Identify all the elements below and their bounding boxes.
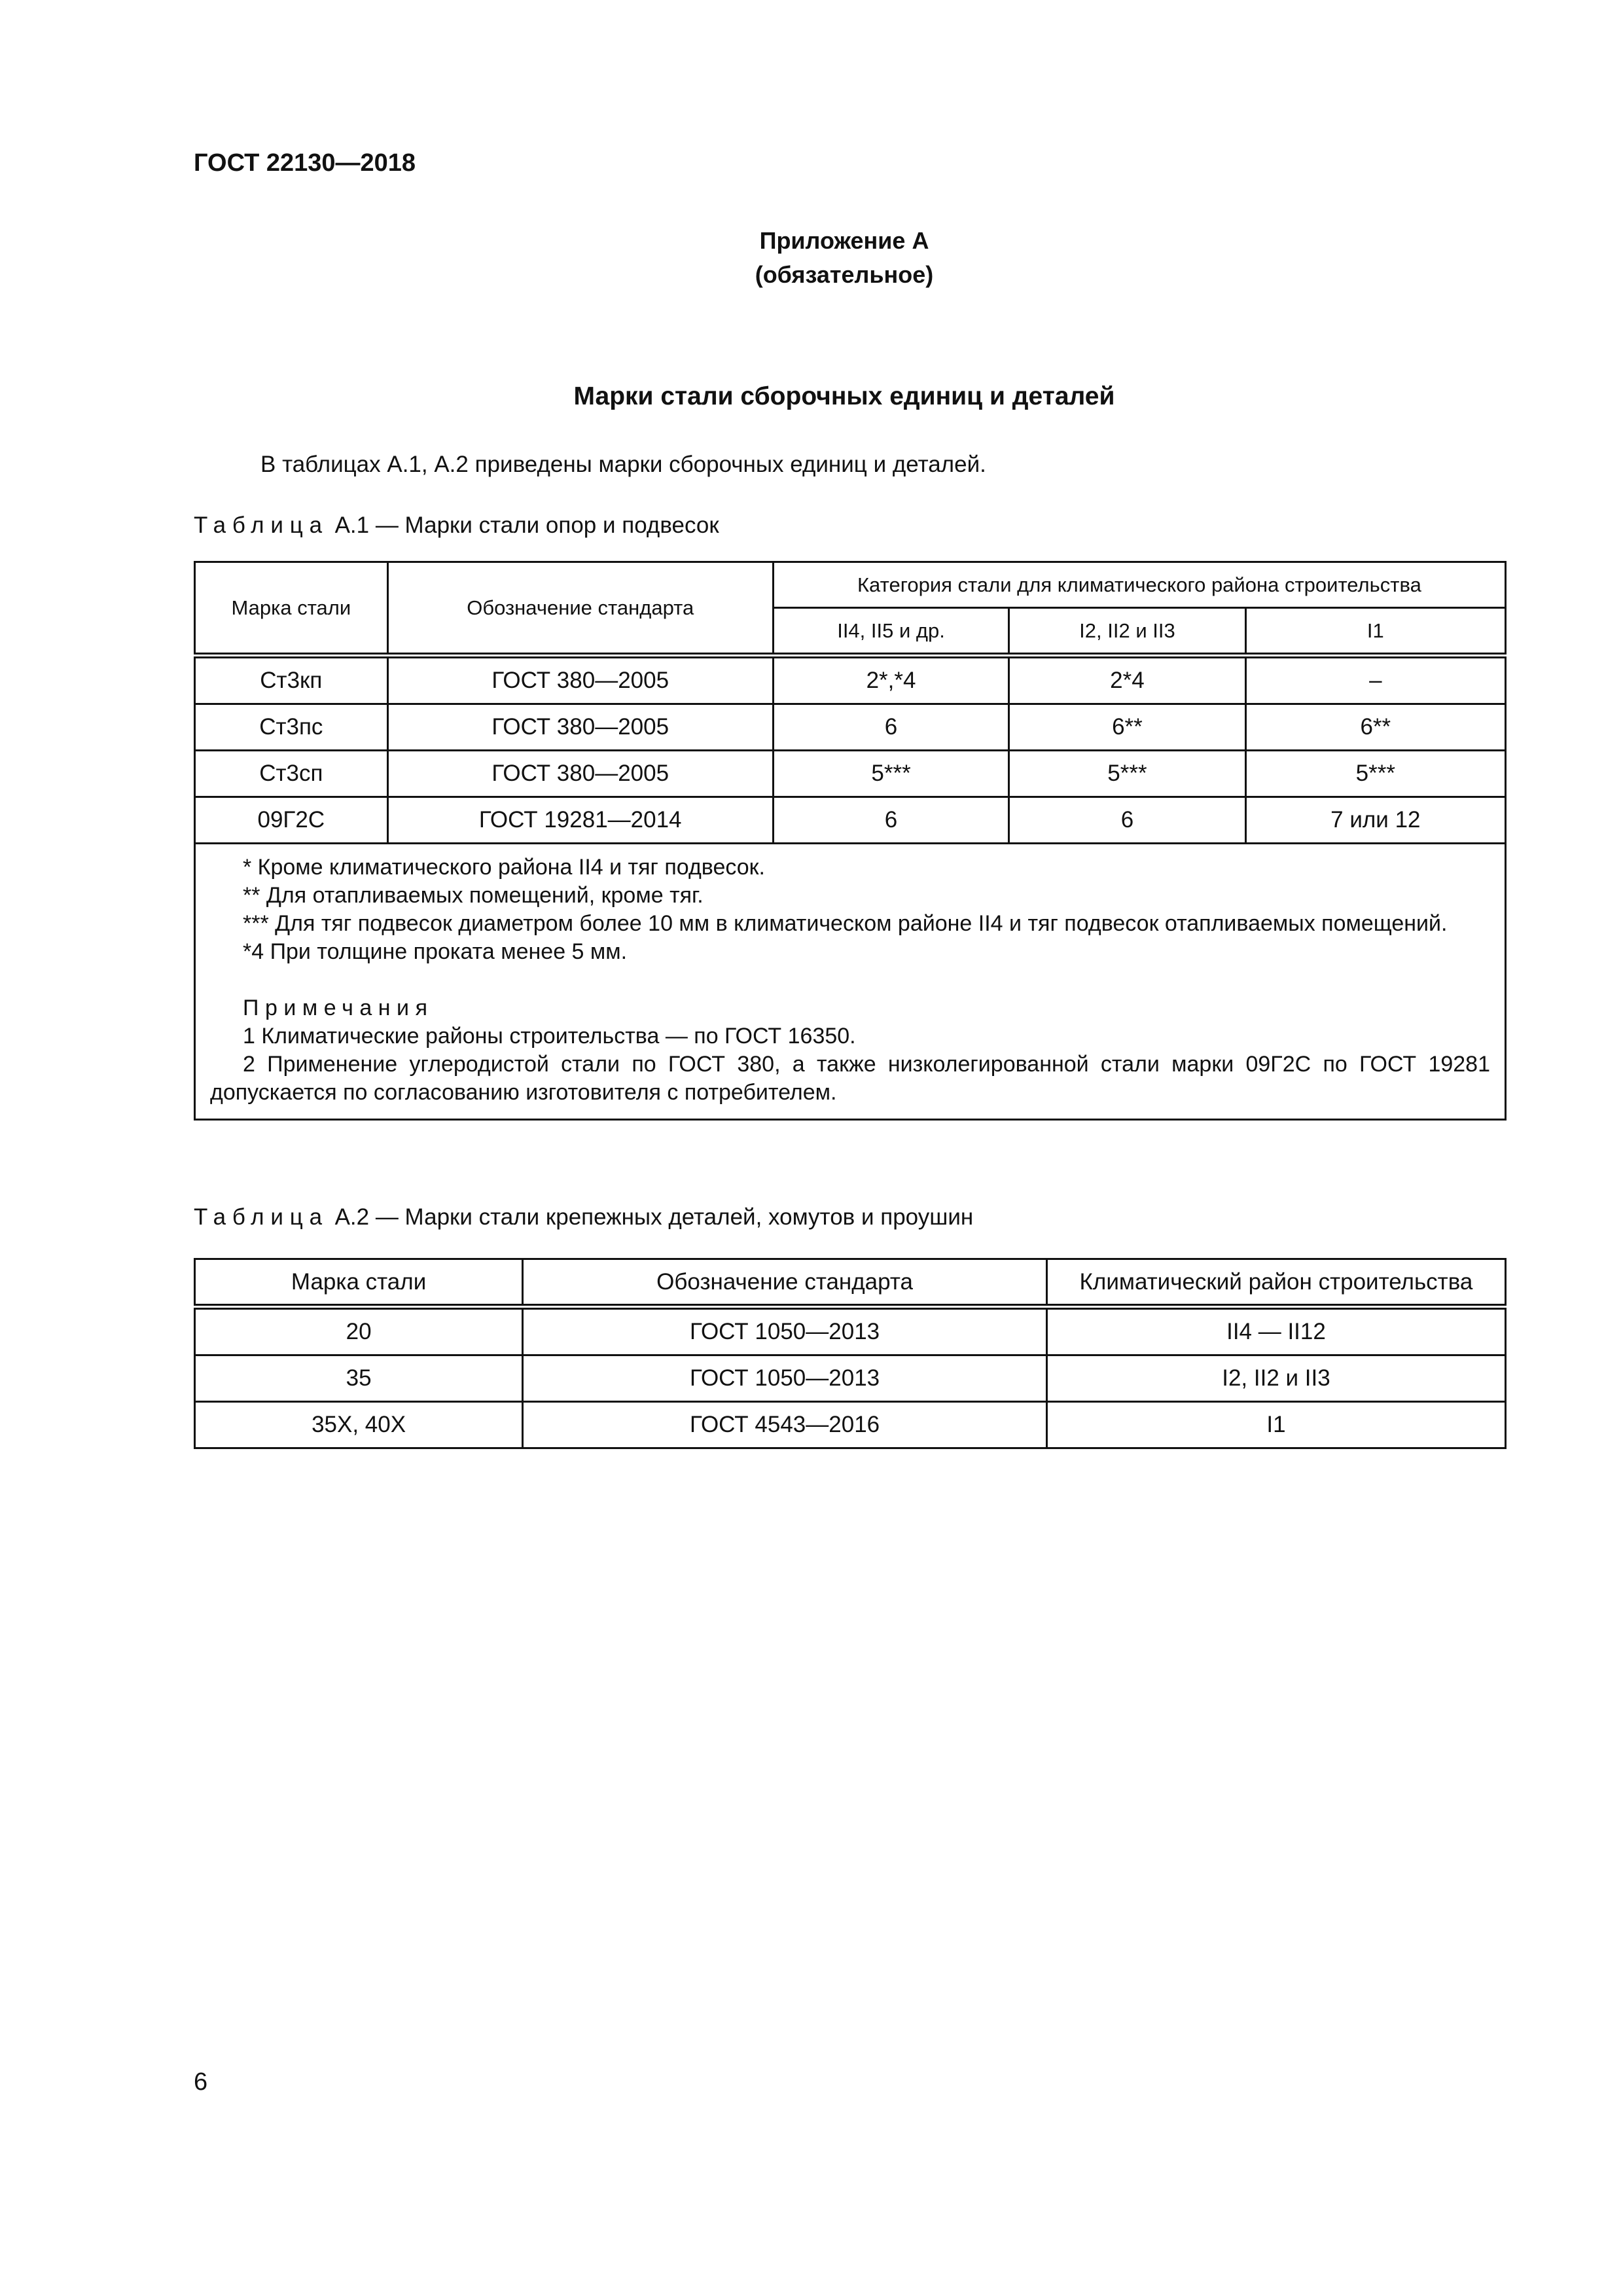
appendix-heading — [0, 224, 1623, 292]
cell-category-2: 5*** — [1009, 751, 1245, 797]
cell-grade: 35 — [195, 1355, 523, 1402]
table-row — [195, 656, 1506, 704]
cell-grade: Ст3сп — [195, 751, 388, 797]
cell-category-3: 6** — [1245, 704, 1505, 751]
col-header-standard: Обозначение стандарта — [523, 1259, 1047, 1307]
footnotes-cell — [195, 844, 1506, 1120]
cell-region: II4 — II12 — [1046, 1307, 1505, 1355]
cell-category-2: 6 — [1009, 797, 1245, 844]
table-a1-label: Таблица — [194, 512, 329, 538]
table-row — [195, 1402, 1506, 1448]
table-a1-header-row — [195, 562, 1506, 608]
page-number: 6 — [194, 2068, 208, 2096]
section-title: Марки стали сборочных единиц и деталей — [573, 382, 1115, 410]
note-2: 2 Применение углеродистой стали по ГОСТ 380, а также низколегированной стали марки 09Г2С по ГОСТ 19281 допускается по согласованию изготовителя с потребителем. — [210, 1052, 1490, 1105]
cell-grade: 20 — [195, 1307, 523, 1355]
cell-standard: ГОСТ 4543—2016 — [523, 1402, 1047, 1448]
cell-category-3: 7 или 12 — [1245, 797, 1505, 844]
table-a1 — [194, 561, 1507, 1121]
col-header-grade: Марка стали — [195, 1259, 523, 1307]
notes-heading: Примечания — [243, 996, 434, 1020]
col-header-standard: Обозначение стандарта — [387, 562, 773, 656]
table-row — [195, 797, 1506, 844]
cell-region: I2, II2 и II3 — [1046, 1355, 1505, 1402]
sub-col-header-3: I1 — [1245, 608, 1505, 656]
col-header-region: Климатический район строительства — [1046, 1259, 1505, 1307]
table-a1-footnote-row — [195, 844, 1506, 1120]
sub-col-header-2: I2, II2 и II3 — [1009, 608, 1245, 656]
footnote-4: *4 При толщине проката менее 5 мм. — [243, 939, 628, 964]
footnote-1: * Кроме климатического района II4 и тяг подвесок. — [243, 855, 766, 880]
table-a2-caption — [194, 1204, 973, 1230]
cell-standard: ГОСТ 380—2005 — [387, 656, 773, 704]
appendix-title: Приложение А — [759, 227, 929, 254]
cell-grade: Ст3пс — [195, 704, 388, 751]
cell-standard: ГОСТ 1050—2013 — [523, 1355, 1047, 1402]
table-a2-caption-text: А.2 — Марки стали крепежных деталей, хомутов и проушин — [334, 1204, 974, 1230]
appendix-status: (обязательное) — [755, 261, 934, 288]
table-a2-header-row — [195, 1259, 1506, 1307]
cell-standard: ГОСТ 380—2005 — [387, 751, 773, 797]
cell-category-1: 6 — [773, 797, 1008, 844]
table-row — [195, 751, 1506, 797]
footnote-3: *** Для тяг подвесок диаметром более 10 мм в климатическом районе II4 и тяг подвесок отапливаемых помещений. — [243, 911, 1448, 936]
table-row — [195, 1355, 1506, 1402]
table-row — [195, 704, 1506, 751]
cell-category-3: 5*** — [1245, 751, 1505, 797]
doc-code: ГОСТ 22130—2018 — [194, 149, 416, 177]
cell-category-3: – — [1245, 656, 1505, 704]
note-1: 1 Климатические районы строительства — по ГОСТ 16350. — [243, 1024, 856, 1049]
intro-paragraph: В таблицах А.1, А.2 приведены марки сборочных единиц и деталей. — [260, 452, 986, 477]
sub-col-header-1: II4, II5 и др. — [773, 608, 1008, 656]
table-a1-caption — [194, 512, 719, 539]
cell-category-2: 6** — [1009, 704, 1245, 751]
cell-standard: ГОСТ 19281—2014 — [387, 797, 773, 844]
cell-category-1: 2*,*4 — [773, 656, 1008, 704]
table-a2-label: Таблица — [194, 1204, 329, 1230]
table-row — [195, 1307, 1506, 1355]
cell-standard: ГОСТ 1050—2013 — [523, 1307, 1047, 1355]
table-a1-caption-text: А.1 — Марки стали опор и подвесок — [334, 512, 719, 538]
cell-category-1: 5*** — [773, 751, 1008, 797]
cell-region: I1 — [1046, 1402, 1505, 1448]
cell-grade: 35Х, 40Х — [195, 1402, 523, 1448]
cell-standard: ГОСТ 380—2005 — [387, 704, 773, 751]
footnote-2: ** Для отапливаемых помещений, кроме тяг. — [243, 883, 704, 908]
table-a2 — [194, 1258, 1507, 1449]
cell-category-2: 2*4 — [1009, 656, 1245, 704]
col-header-category-group: Категория стали для климатического района строительства — [773, 562, 1505, 608]
cell-grade: Ст3кп — [195, 656, 388, 704]
cell-grade: 09Г2С — [195, 797, 388, 844]
cell-category-1: 6 — [773, 704, 1008, 751]
col-header-grade: Марка стали — [195, 562, 388, 656]
